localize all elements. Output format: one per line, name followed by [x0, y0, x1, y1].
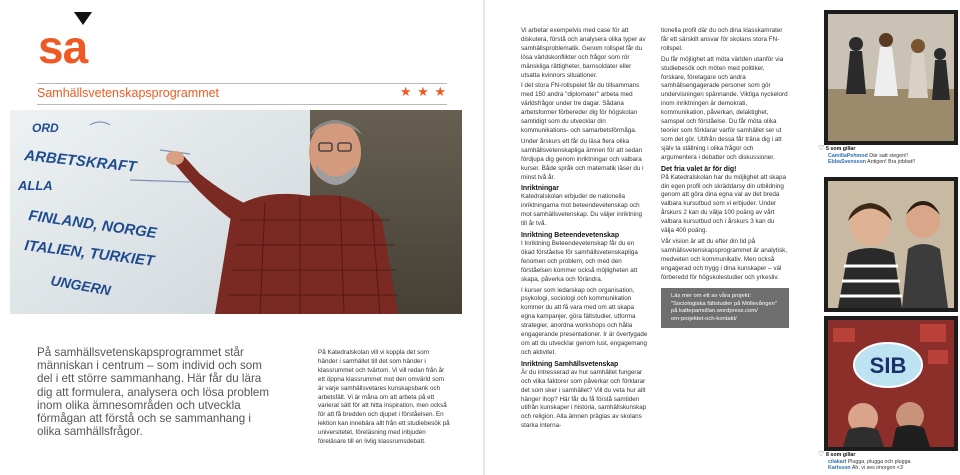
section-heading: Inriktning Beteendevetenskap	[521, 232, 620, 240]
comment-text: Plugga, plugga och plugga	[846, 458, 911, 465]
sign-text: SIB	[869, 353, 907, 378]
paragraph: Under årskurs ett får du läsa flera olika samhällsvetenskapliga ämnen för att sedan fördjupa dig genom inriktningar och valbara kurser. Både språk och matematik läser du i minst två år.	[521, 137, 644, 181]
rating-stars: ★ ★ ★	[399, 84, 447, 99]
paragraph: I Inriktning Beteendevetenskap får du en ökad förståelse för samhällsvetenskapliga fenomen och problem, och med den förståelsen kommer också möjligheten att skapa, påverka och förändra.	[521, 240, 638, 283]
social-photo-dancers	[824, 10, 958, 145]
heart-icon[interactable]: ♡	[818, 451, 825, 458]
info-link-line[interactable]: "Sociologiska fältstudier på Möllevången"	[671, 300, 777, 307]
board-line: ITALIEN, TURKIET	[23, 237, 156, 270]
section-logo: sa	[38, 21, 88, 73]
like-count: 8 som gillar	[826, 452, 856, 458]
comment-text: Där satt stegen!!	[867, 152, 909, 159]
comment-text: Antigen! Bra jobbat!!	[865, 159, 916, 166]
text-column-1	[521, 27, 649, 433]
section-heading: Inriktning Samhällsvetenskap	[521, 360, 619, 368]
page-gutter	[483, 0, 485, 475]
project-info-box	[661, 288, 789, 328]
paragraph: På Katedralskolan har du möjlighet att skapa din egen profil och skräddarsy din utbildning genom att göra dina egna val av det breda valbara kursutbud som vi erbjuder. Under årskurs 2 kan du välja 100 poäng av vårt valbara kursutbud och i årskurs 3 kan du välja 400 poäng.	[661, 173, 786, 235]
section-heading: Inriktningar	[521, 185, 559, 193]
comment-user[interactable]: cilakarl	[828, 458, 847, 465]
board-line: ALLA	[18, 178, 53, 193]
paragraph: Är du intresserad av hur samhället fungerar och vilka faktorer som påverkar och förklarar det som sker i samhället? Vill du veta hur allt hänger ihop? Här får du få förstå samtiden utifrån kunskaper i historia, samhällskunskap och religion. Alla ämnen präglas av skolans starka interna-	[521, 368, 647, 430]
teacher-whiteboard-photo	[10, 110, 462, 314]
text-column-2	[661, 27, 789, 328]
paragraph: Katedralskolan erbjuder de nationella inriktningarna mot beteendevetenskap och mot samhällsvetenskap. Du väljer inriktning till år två.	[521, 193, 643, 228]
info-line: Läs mer om ett av våra projekt:	[671, 293, 751, 300]
paragraph: I det stora FN-rollspelet får du tillsammans med 150 andra "diplomater" arbeta med världsfrågor under tre dagar. Sådana arbetsformer förbereder dig för högskolan samtidigt som du utvecklar din kommunikations- och samarbetsförmåga.	[521, 82, 640, 134]
like-count: 5 som gillar	[826, 146, 856, 152]
paragraph: tionella profil där du och dina klasskamrater får ett särskilt ansvar för skolans stora FN-rollspel.	[661, 27, 783, 52]
intro-body-paragraph: På Katedralskolan vill vi koppla det som händer i samhället till det som händer i klassrummet och tvärtom. Vi vill redan från år ett öppna klassrummet mot den omvärld som är varje samhällsvetares kunskapsbank och arbetsfält. Vi är måna om att arbeta på ett varierat sätt för att hitta inspiration, men också för att få bredden och djupet i förståelsen. En lektion kan innebära allt från ett studiebesök på universitetet, föreläsning med inbjuden föreläsare till en livlig klassrumsdebatt.	[318, 349, 450, 446]
board-line: ORD	[32, 121, 59, 135]
social-caption-1	[818, 145, 958, 166]
board-line: FINLAND, NORGE	[27, 207, 158, 242]
comment-user[interactable]: CamillaPehmod	[828, 152, 868, 159]
comment-user[interactable]: Karlsson	[828, 465, 851, 472]
lead-paragraph: På samhällsvetenskapsprogrammet står människan i centrum – som individ och som del i ett större sammanhang. Här får du lära dig att formulera, analysera och lösa problem inom olika ämnesområden och utveckla förmågan att förstå och se sammanhang i olika samhällsfrågor.	[37, 346, 269, 439]
heart-icon[interactable]: ♡	[818, 145, 825, 152]
paragraph: I kurser som ledarskap och organisation, psykologi, sociologi och kommunikation kommer du att få vara med om att skapa egna kampanjer, göra fältstudier, utforma strategier, anordna workshops och hålla engagerande presentationer. Ir är övertygade om att du utvecklar genom lust, engagemang och aktivitet.	[521, 286, 648, 356]
board-line: ARBETSKRAFT	[23, 147, 138, 176]
program-title: Samhällsvetenskapsprogrammet	[37, 86, 220, 100]
program-header	[37, 83, 447, 105]
social-caption-3	[818, 451, 958, 472]
info-link-line[interactable]: om-projektet-och-kontakt/	[671, 315, 737, 322]
social-photo-sign	[824, 316, 958, 451]
comment-text: Ah, vi ses imorgon <3	[850, 465, 903, 472]
comment-user[interactable]: EbbaSvensson	[828, 159, 866, 166]
paragraph: Vår vision är att du efter din tid på samhällsvetenskapsprogrammet är analytisk, medveten och kommunikativ. Men också engagerad och trygg i dina kunskaper – väl förberedd för högskolestudier och yrkesliv.	[661, 237, 787, 281]
social-photo-students	[824, 177, 958, 312]
paragraph: Du får möjlighet att möta världen utanför via studiebesök och möten med politiker, forskare, företagare och andra samhällsengagerade personer som gör undervisningen spännande. Viktiga nyckelord inom inriktningen är demokrati, kommunikation, påverkan, delaktighet, samspel och förståelse. Du får möta olika teorier som förklarar varför samhället ser ut som det gör. Utifrån dessa får träna dig i att själv ta ställning i olika frågor och argumentera i debatter och diskussioner.	[661, 55, 788, 161]
board-line: UNGERN	[49, 272, 113, 299]
paragraph: Vi arbetar exempelvis med case för att diskutera, förstå och analysera olika typer av samhällsproblematik. Genom rollspel får du lösa världskonflikter och frågor som rör mänskliga rättigheter, barnsoldater eller utsatta kvinnors situationer.	[521, 27, 646, 79]
section-heading: Det fria valet är för dig!	[661, 165, 737, 173]
info-link-line[interactable]: på kattepamollan.wordpress.com/	[671, 308, 758, 315]
